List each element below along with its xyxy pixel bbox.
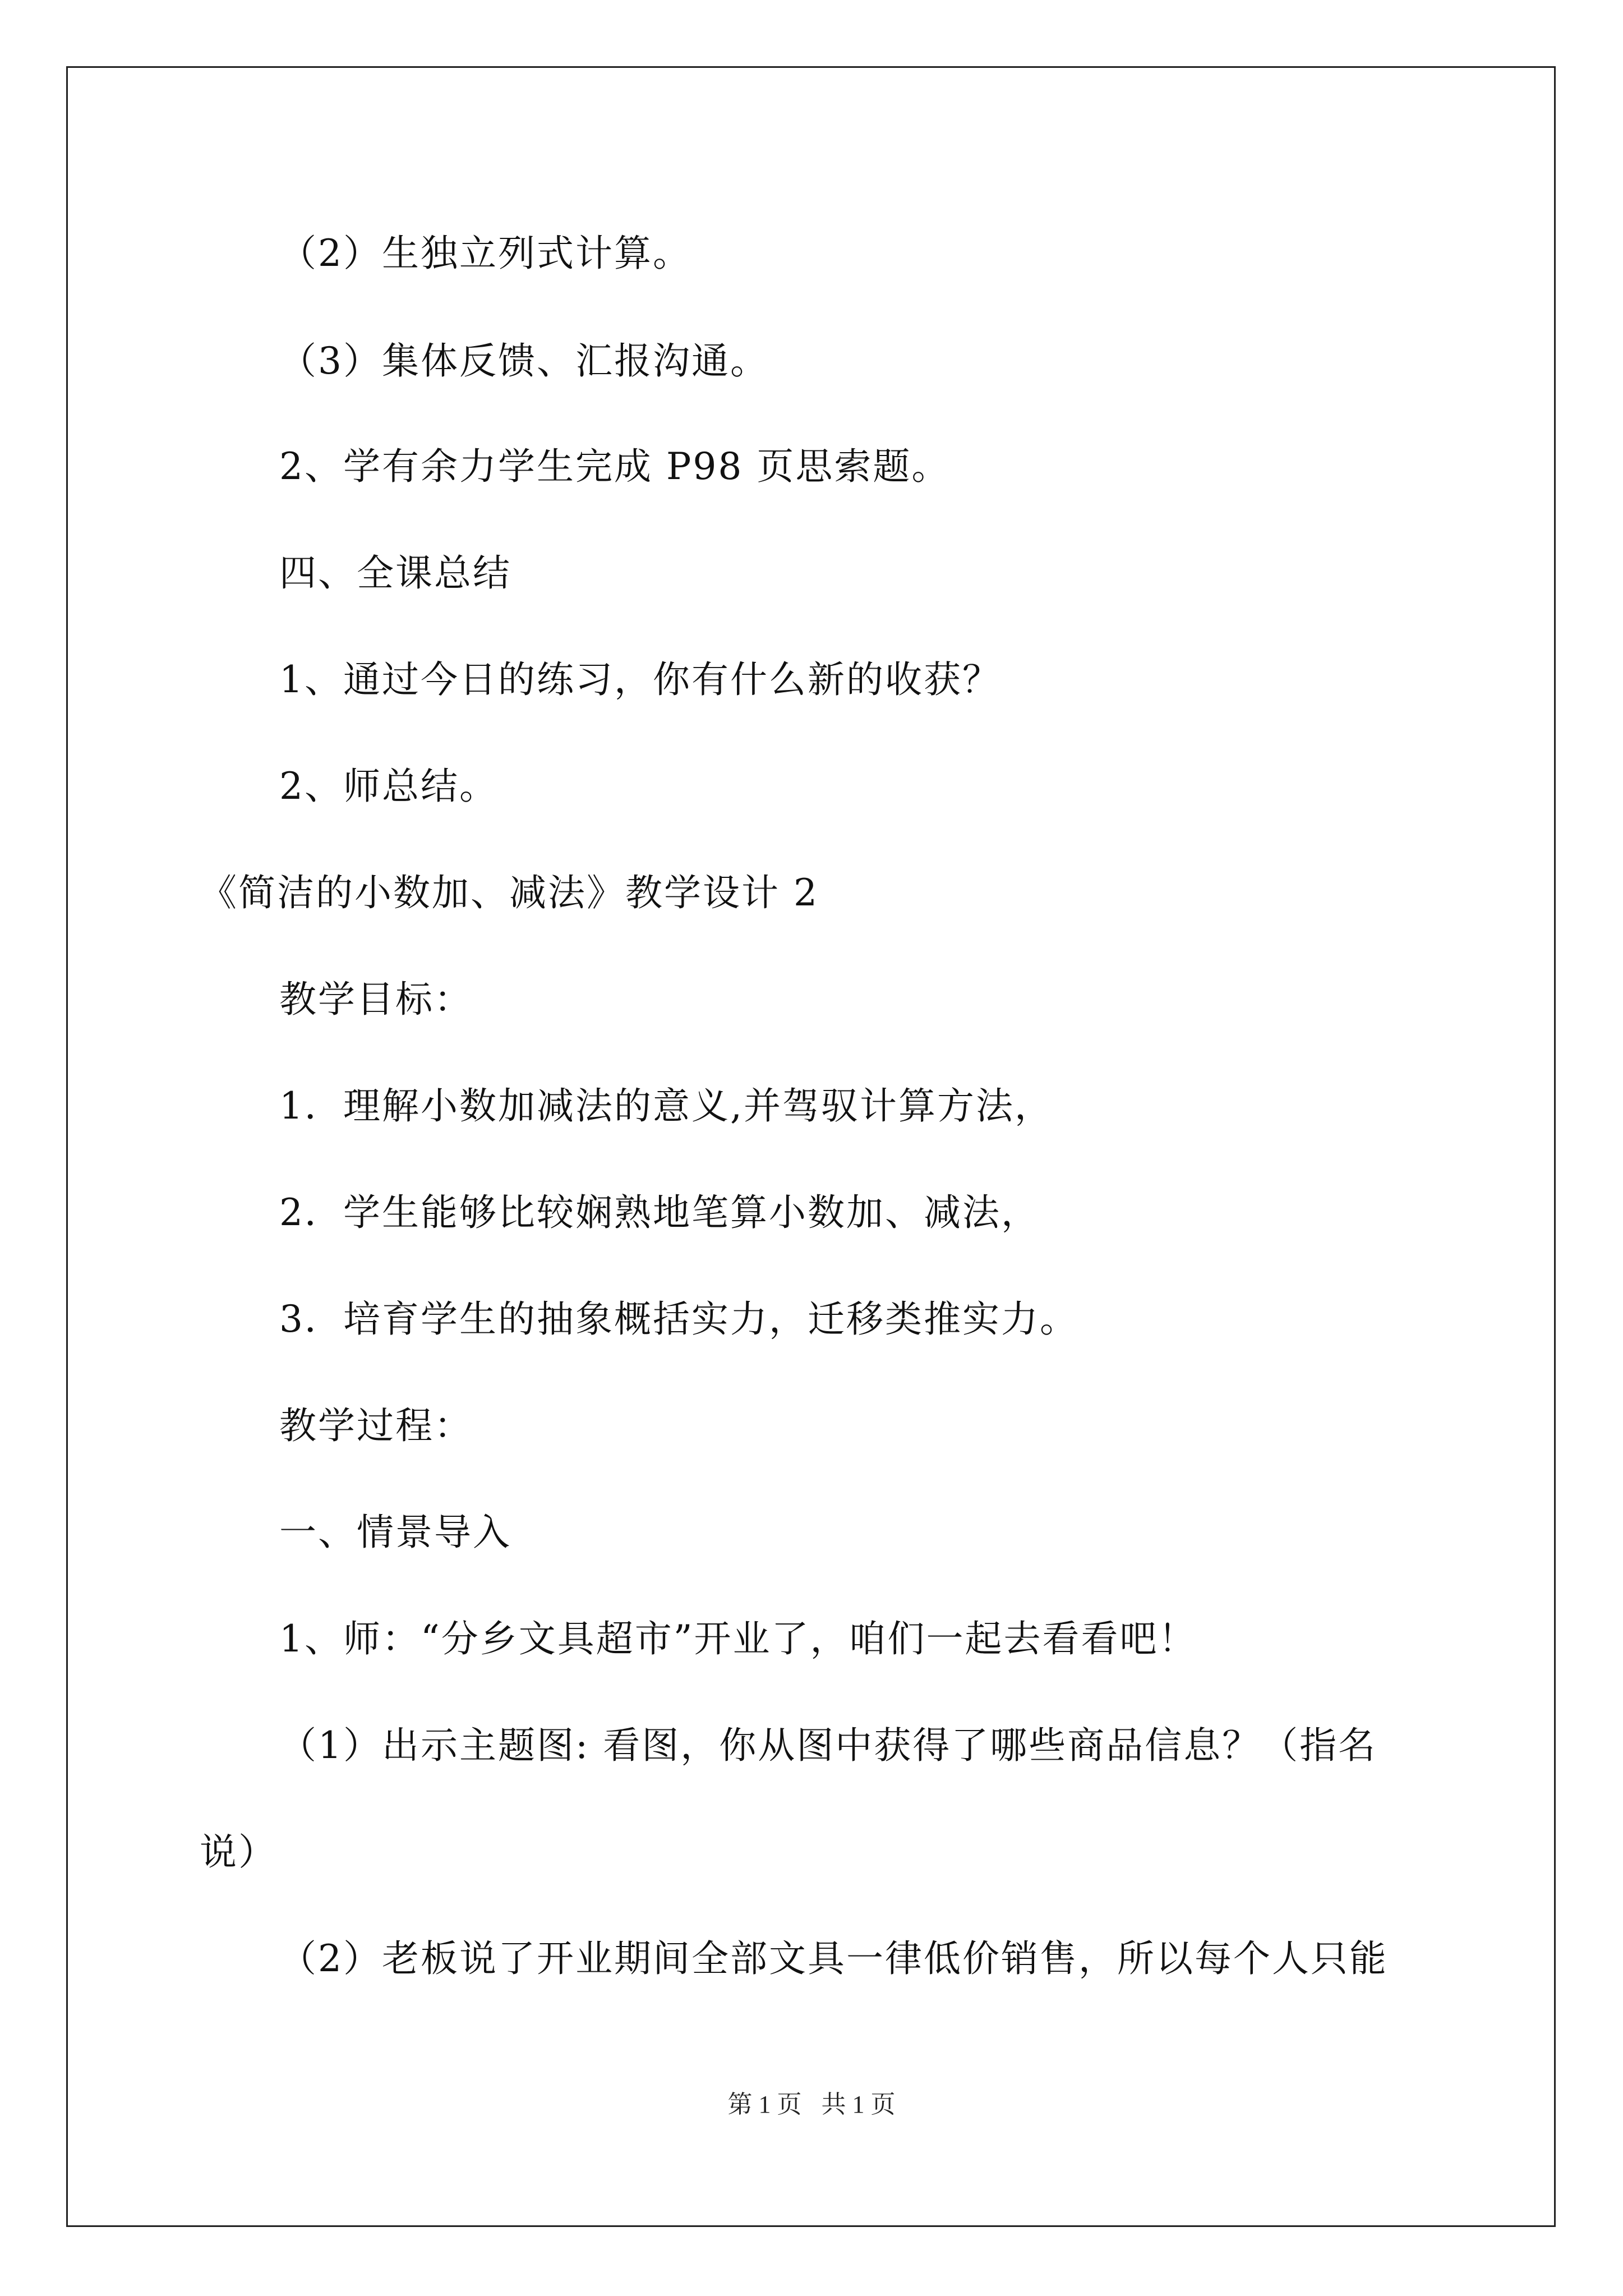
text-line-3: 2、学有余力学生完成 P98 页思索题。 xyxy=(279,445,951,488)
goal-item-3: 3．培育学生的抽象概括实力，迁移类推实力。 xyxy=(279,1297,1078,1341)
text-line-17: （2）老板说了开业期间全部文具一律低价销售，所以每个人只能 xyxy=(279,1937,1388,1980)
text-line-14: 1、师：“分乡文具超市”开业了，咱们一起去看看吧！ xyxy=(279,1617,1197,1660)
page-footer xyxy=(0,2088,1623,2122)
page-border xyxy=(66,66,1556,2227)
document-title: 《简洁的小数加、减法》教学设计 2 xyxy=(200,871,819,914)
section-heading-summary: 四、全课总结 xyxy=(279,551,511,595)
section-heading-process: 教学过程： xyxy=(279,1404,473,1447)
page-total: 共 1 页 xyxy=(821,2091,896,2118)
text-line-15-continued: 说） xyxy=(200,1830,277,1874)
text-line-5: 1、通过今日的练习，你有什么新的收获？ xyxy=(279,658,1001,701)
text-line-2: （3）集体反馈、汇报沟通。 xyxy=(279,339,769,383)
section-heading-intro: 一、情景导入 xyxy=(279,1511,511,1554)
goal-item-1: 1．理解小数加减法的意义,并驾驭计算方法， xyxy=(279,1084,1053,1128)
page-number: 第 1 页 xyxy=(727,2091,802,2118)
section-heading-goals: 教学目标： xyxy=(279,978,473,1021)
text-line-1: （2）生独立列式计算。 xyxy=(279,232,691,275)
goal-item-2: 2．学生能够比较娴熟地笔算小数加、减法， xyxy=(279,1191,1040,1234)
text-line-6: 2、师总结。 xyxy=(279,765,498,808)
text-line-15: （1）出示主题图: 看图，你从图中获得了哪些商品信息？（指名 xyxy=(279,1724,1377,1767)
